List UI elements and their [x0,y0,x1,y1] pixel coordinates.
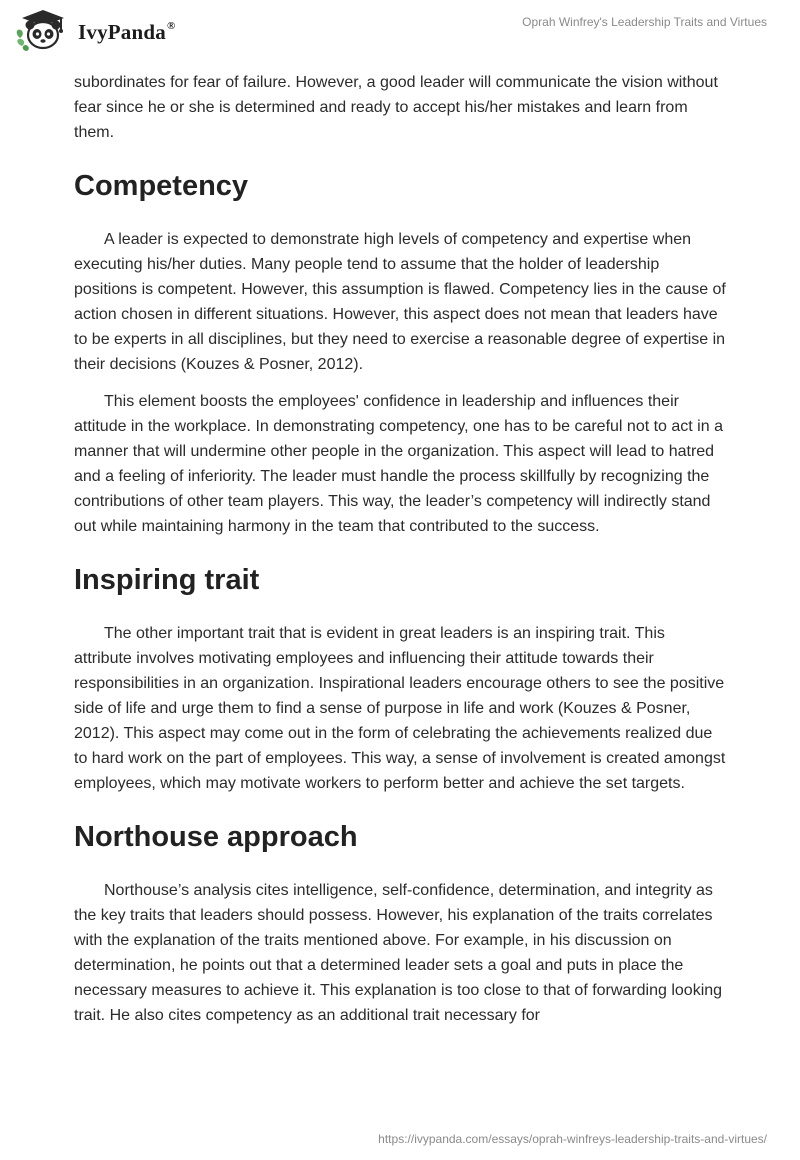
intro-paragraph: subordinates for fear of failure. However, a good leader will communicate the vision without fear since he or she is determined and ready to accept his/her mistakes and learn from them. [74,74,718,141]
document-title: Oprah Winfrey's Leadership Traits and Virtues [522,15,767,29]
page-header [0,0,800,64]
essay-body [74,70,726,1040]
brand-name: IvyPanda® [78,19,176,44]
panda-graduate-icon [14,8,72,52]
paragraph: The other important trait that is evident in great leaders is an inspiring trait. This attribute involves motivating employees and influencing their attitude towards their responsibilities in an organization. Inspirational leaders encourage others to see the positive side of life and urge them to find a sense of purpose in life and work (Kouzes & Posner, 2012). This aspect may come out in the form of celebrating the achievements realized due to hard work on the part of employees. This way, a sense of involvement is created amongst employees, which may motivate workers to perform better and achieve the set targets. [74,625,726,792]
section-heading-competency: Competency [74,170,249,202]
paragraph: A leader is expected to demonstrate high levels of competency and expertise when executing his/her duties. Many people tend to assume that the holder of leadership positions is competent. However, this assumption is flawed. Competency lies in the cause of action chosen in different situations. However, this aspect does not mean that leaders have to be experts in all disciplines, but they need to exercise a reasonable degree of expertise in their decisions (Kouzes & Posner, 2012). [74,231,726,373]
source-url[interactable]: https://ivypanda.com/essays/oprah-winfreys-leadership-traits-and-virtues/ [378,1132,767,1146]
paragraph: This element boosts the employees' confidence in leadership and influences their attitude in the workplace. In demonstrating competency, one has to be careful not to act in a manner that will undermine other people in the organization. This aspect will lead to hatred and a feeling of inferiority. The leader must handle the process skillfully by recognizing the contributions of other team players. This way, the leader’s competency will indirectly stand out while maintaining harmony in the team that contributed to the success. [74,393,723,535]
paragraph: Northouse’s analysis cites intelligence, self-confidence, determination, and integrity as the key traits that leaders should possess. However, his explanation of the traits correlates with the explanation of the traits mentioned above. For example, in his discussion on determination, he points out that a determined leader sets a goal and puts in place the necessary measures to achieve it. This explanation is too close to that of forwarding looking trait. He also cites competency as an additional trait necessary for [74,882,723,1024]
ivypanda-logo[interactable] [14,8,175,52]
section-heading-northouse-approach: Northouse approach [74,821,358,853]
section-heading-inspiring-trait: Inspiring trait [74,564,260,596]
